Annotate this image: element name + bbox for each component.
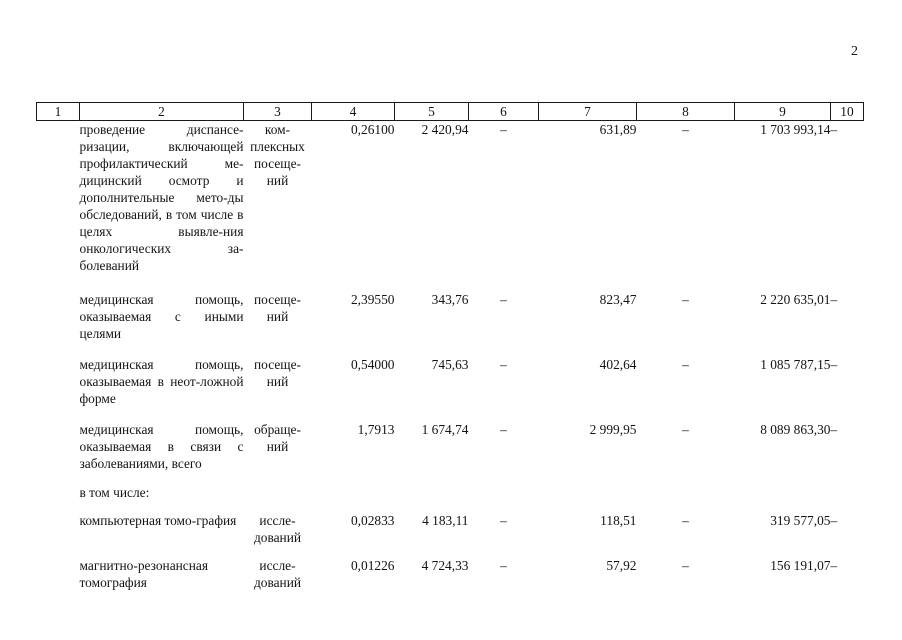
empty-value: –	[500, 557, 507, 573]
empty-value: –	[830, 557, 838, 573]
volume-value: 0,01226	[350, 557, 395, 573]
column-number: 4	[312, 103, 395, 121]
subheading: в том числе:	[79, 484, 150, 500]
volume-value: 0,02833	[350, 512, 395, 528]
column-number: 9	[735, 103, 831, 121]
service-name: проведение диспансе-ризации, включающей профилактический ме-дицинский осмотр и дополнительные мето-ды обследований, в том числе в целях выявле-ния онкологических за-болеваний	[79, 122, 244, 273]
service-name: медицинская помощь, оказываемая в связи с заболеваниями, всего	[79, 421, 244, 471]
cost-value: 2 420,94	[421, 122, 469, 137]
cost-value: 4 183,11	[422, 512, 469, 528]
empty-value: –	[500, 122, 507, 137]
empty-value: –	[830, 122, 838, 137]
unit-of-measure: ком-плексных посеще-ний	[250, 122, 305, 188]
table-row	[37, 421, 864, 484]
unit-of-measure: посеще-ний	[254, 356, 301, 389]
empty-value: –	[500, 512, 507, 528]
per-capita-value: 823,47	[599, 291, 637, 307]
per-capita-value: 631,89	[599, 122, 637, 137]
table-row	[37, 291, 864, 356]
column-number: 7	[539, 103, 637, 121]
empty-value: –	[500, 356, 507, 372]
per-capita-value: 402,64	[599, 356, 637, 372]
unit-of-measure: обраще-ний	[254, 421, 301, 454]
empty-value: –	[830, 356, 838, 372]
per-capita-value: 57,92	[606, 557, 637, 573]
empty-value: –	[682, 291, 689, 307]
column-number: 3	[244, 103, 312, 121]
column-number-row	[37, 103, 864, 121]
table-row	[37, 121, 864, 291]
service-name: медицинская помощь, оказываемая с иными целями	[79, 291, 244, 341]
unit-of-measure: иссле-дований	[253, 512, 302, 545]
total-value: 2 220 635,01	[760, 291, 831, 307]
per-capita-value: 118,51	[600, 512, 637, 528]
service-name: магнитно-резонансная томография	[79, 557, 209, 590]
empty-value: –	[500, 421, 507, 437]
per-capita-value: 2 999,95	[589, 421, 637, 437]
empty-value: –	[682, 512, 689, 528]
tariff-table	[36, 102, 864, 597]
column-number: 5	[395, 103, 469, 121]
volume-value: 0,26100	[350, 122, 395, 137]
service-name: медицинская помощь, оказываемая в неот-ложной форме	[79, 356, 244, 406]
empty-value: –	[682, 557, 689, 573]
cost-value: 4 724,33	[421, 557, 469, 573]
total-value: 156 191,07	[770, 557, 831, 573]
volume-value: 2,39550	[350, 291, 395, 307]
volume-value: 1,7913	[357, 421, 395, 437]
subheading-row	[37, 484, 864, 512]
empty-value: –	[830, 512, 838, 528]
table-row	[37, 356, 864, 421]
column-number: 8	[637, 103, 735, 121]
column-number: 10	[831, 103, 864, 121]
total-value: 8 089 863,30	[760, 421, 831, 437]
empty-value: –	[682, 122, 689, 137]
empty-value: –	[830, 291, 838, 307]
column-number: 2	[80, 103, 244, 121]
service-name: компьютерная томо-графия	[79, 512, 237, 528]
empty-value: –	[500, 291, 507, 307]
cost-value: 343,76	[431, 291, 469, 307]
page-number: 2	[851, 44, 858, 59]
total-value: 1 085 787,15	[760, 356, 831, 372]
total-value: 319 577,05	[770, 512, 831, 528]
cost-value: 1 674,74	[421, 421, 469, 437]
column-number: 1	[37, 103, 80, 121]
empty-value: –	[830, 421, 838, 437]
table-row	[37, 512, 864, 557]
empty-value: –	[682, 356, 689, 372]
column-number: 6	[469, 103, 539, 121]
total-value: 1 703 993,14	[760, 122, 831, 137]
cost-value: 745,63	[431, 356, 469, 372]
empty-value: –	[682, 421, 689, 437]
unit-of-measure: иссле-дований	[253, 557, 302, 590]
volume-value: 0,54000	[350, 356, 395, 372]
table-row	[37, 557, 864, 597]
unit-of-measure: посеще-ний	[254, 291, 301, 324]
